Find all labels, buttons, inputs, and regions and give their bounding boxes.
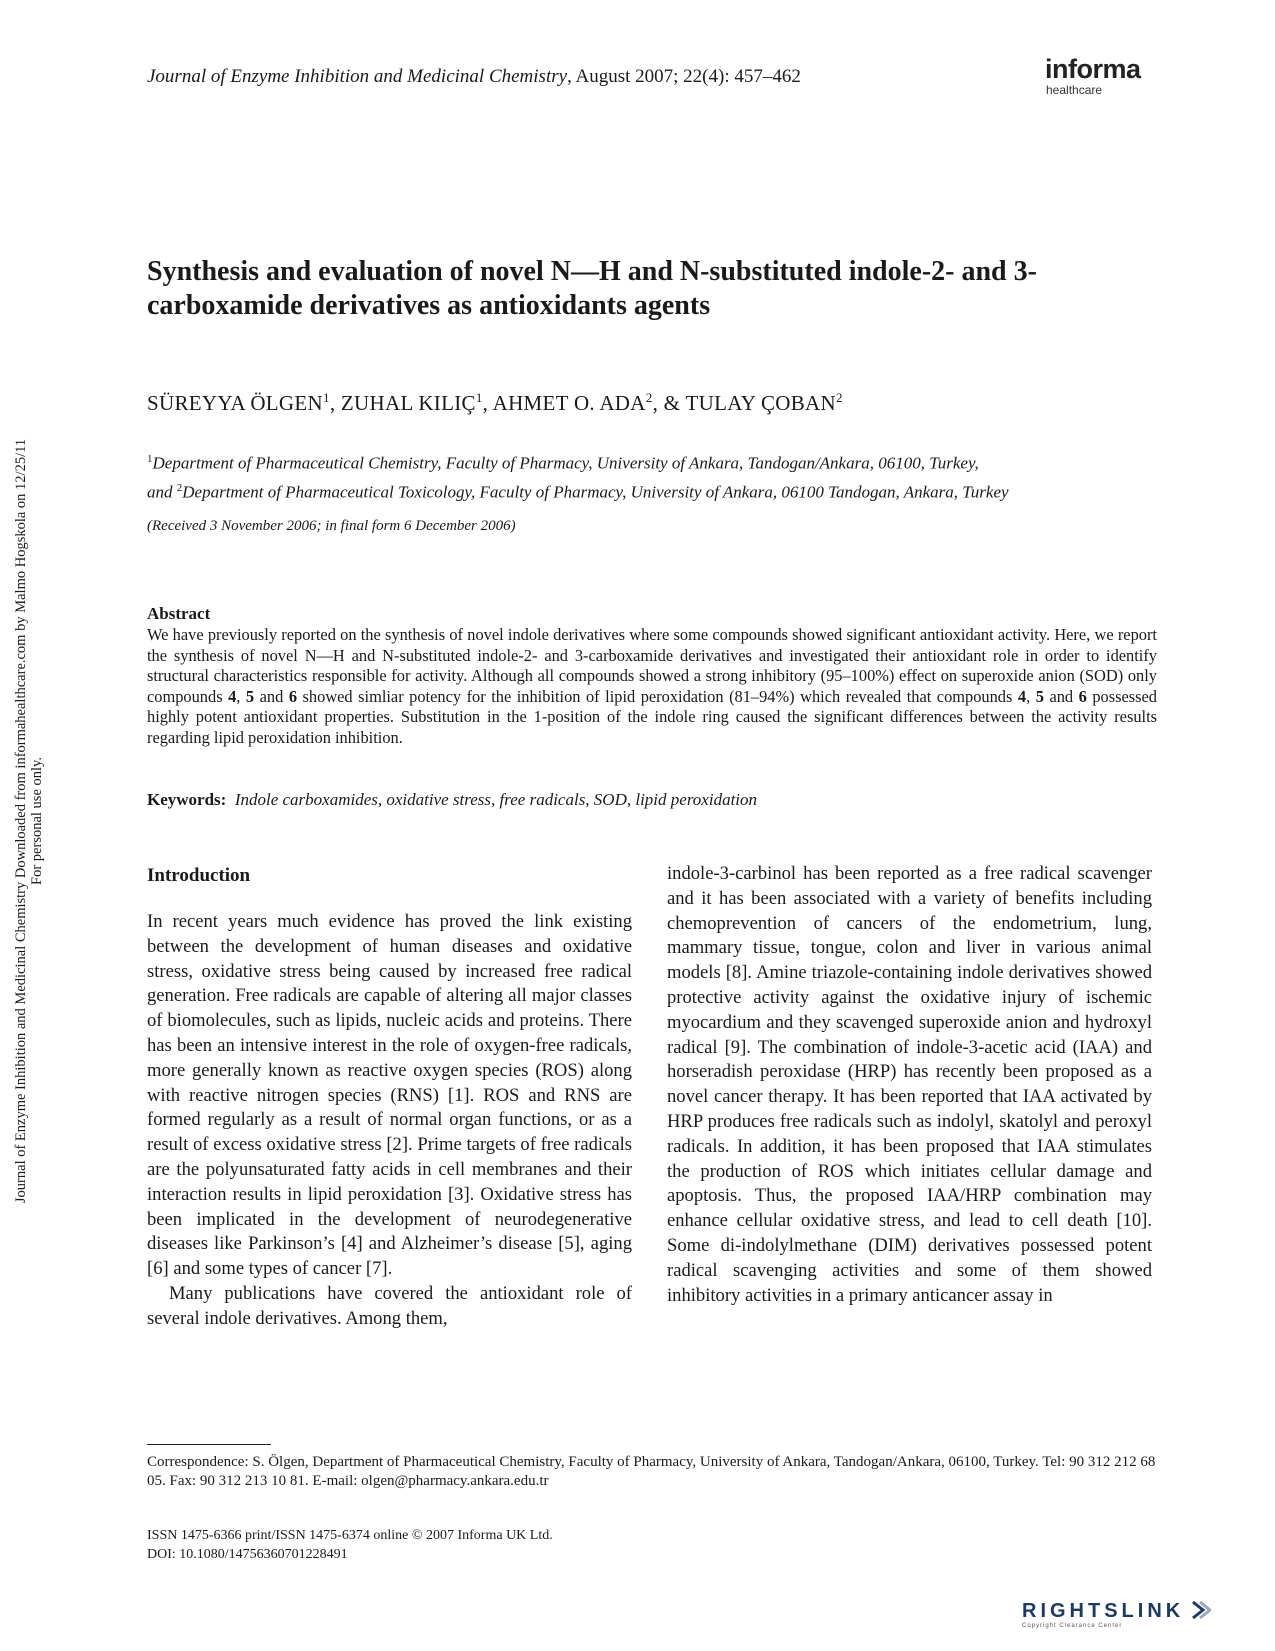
affiliation-mark: 2 [176, 481, 183, 494]
author-affiliation-mark: 1 [475, 390, 483, 405]
article-title: Synthesis and evaluation of novel N—H and N-substituted indole-2- and 3-carboxamide derivatives as antioxidants agents [147, 256, 1037, 321]
publication-info [147, 1526, 553, 1564]
left-column [147, 910, 632, 1332]
author-affiliation-mark: 1 [323, 390, 330, 405]
logo-text: informa [1045, 54, 1141, 84]
rightslink-text: RIGHTSLINK [1022, 1600, 1185, 1622]
side-note-line2: For personal use only. [29, 757, 45, 885]
rightslink-subtext: Copyright Clearance Center [1022, 1623, 1123, 1629]
affiliations [147, 447, 1157, 504]
correspondence-note: Correspondence: S. Ölgen, Department of Pharmaceutical Chemistry, Faculty of Pharmacy, University of Ankara, Tandogan/Ankara, 06100, Turkey. Tel: 90 312 212 68 05. Fax: 90 312 213 10 81. E-mail: olgen@pharmacy.ankara.edu.tr [147, 1454, 1156, 1489]
author-name: ZUHAL KILIÇ [340, 391, 476, 415]
keywords-text: Indole carboxamides, oxidative stress, free radicals, SOD, lipid peroxidation [234, 790, 758, 809]
compound-ref: 4 [228, 686, 237, 706]
author-affiliation-mark: 2 [835, 390, 843, 405]
introduction-heading: Introduction [147, 865, 251, 886]
informa-logo [1045, 55, 1141, 97]
abstract-text: showed simliar potency for the inhibition of lipid peroxidation (81–94%) which revealed that compounds [297, 686, 1018, 706]
right-column [667, 862, 1152, 1308]
author-list: SÜREYYA ÖLGEN$^1$, ZUHAL KILIÇ$^1$, AHMET O. ADA$^2$, & TULAY ÇOBAN$^2$ [147, 390, 843, 415]
keywords-label: Keywords: [147, 790, 227, 809]
author-name: AHMET O. ADA [492, 391, 646, 415]
abstract-text: , [1026, 686, 1036, 706]
compound-ref: 4 [1017, 686, 1027, 706]
author-affiliation-mark: 2 [645, 390, 653, 405]
compound-ref: 6 [288, 686, 298, 706]
compound-ref: 5 [1035, 686, 1044, 706]
rightslink-logo [1022, 1600, 1211, 1629]
affiliation-1: Department of Pharmaceutical Chemistry, Faculty of Pharmacy, University of Ankara, Tandogan/Ankara, 06100, Turkey, [152, 453, 979, 473]
abstract-body [147, 625, 1157, 748]
author-name: & TULAY ÇOBAN [663, 391, 836, 415]
journal-name: Journal of Enzyme Inhibition and Medicinal Chemistry [147, 66, 568, 87]
doi-line: DOI: 10.1080/14756360701228491 [147, 1547, 348, 1562]
abstract-text: , [236, 686, 246, 706]
abstract-text: and [1043, 686, 1079, 706]
rightslink-chevron-icon [1189, 1600, 1211, 1620]
compound-ref: 5 [245, 686, 255, 706]
abstract-text: and [254, 686, 289, 706]
paragraph: indole-3-carbinol has been reported as a free radical scavenger and it has been associated with a variety of benefits including chemoprevention of cancers of the endometrium, lung, mammary tissue, tongue, colon and liver in various animal models [8]. Amine triazole-containing indole derivatives showed protective activity against the oxidative injury of ischemic myocardium and they scavenged superoxide anion and hydroxyl radical [9]. The combination of indole-3-acetic acid (IAA) and horseradish peroxidase (HRP) has recently been proposed as a novel cancer therapy. It has been reported that IAA activated by HRP produces free radicals such as indolyl, skatolyl and peroxyl radicals. In addition, it has been proposed that IAA stimulates the production of ROS which initiates cellular damage and apoptosis. Thus, the proposed IAA/HRP combination may enhance cellular oxidative stress, and lead to cell death [10]. Some di-indolylmethane (DIM) derivatives possessed potent radical scavenging activities and some of them showed inhibitory activities in a primary anticancer assay in [667, 863, 1152, 1306]
author-name: SÜREYYA ÖLGEN [147, 391, 323, 415]
journal-citation [147, 66, 801, 88]
journal-issue: , August 2007; 22(4): 457–462 [567, 66, 801, 87]
side-note-line1: Journal of Enzyme Inhibition and Medicinal Chemistry Downloaded from informahealthcare.com by Malmo Hogskola on 12/25/11 [13, 438, 29, 1204]
affiliation-2: Department of Pharmaceutical Toxicology, Faculty of Pharmacy, University of Ankara, 06100 Tandogan, Ankara, Turkey [182, 482, 1009, 502]
received-dates: (Received 3 November 2006; in final form 6 December 2006) [147, 518, 516, 534]
footnote-rule [147, 1444, 271, 1445]
compound-ref: 6 [1078, 686, 1087, 706]
download-side-note [13, 381, 45, 1261]
affiliation-conjunction: and [147, 482, 177, 502]
abstract-text: possessed highly potent antioxidant properties. Substitution in the 1-position of the indole ring caused the significant differences between the activity results regarding lipid peroxidation inhibition. [147, 686, 1158, 747]
paragraph: Many publications have covered the antioxidant role of several indole derivatives. Among them, [147, 1282, 632, 1329]
issn-line: ISSN 1475-6366 print/ISSN 1475-6374 online © 2007 Informa UK Ltd. [147, 1528, 553, 1543]
affiliation-mark: 1 [147, 453, 153, 465]
abstract-heading: Abstract [147, 604, 211, 623]
keywords [147, 790, 1157, 810]
paragraph: In recent years much evidence has proved the link existing between the development of human diseases and oxidative stress, oxidative stress being caused by increased free radical generation. Free radicals are capable of altering all major classes of biomolecules, such as lipids, nucleic acids and proteins. There has been an intensive interest in the role of oxygen-free radicals, more generally known as reactive oxygen species (ROS) along with reactive nitrogen species (RNS) [1]. ROS and RNS are formed regularly as a result of normal organ functions, or as a result of excess oxidative stress [2]. Prime targets of free radicals are the polyunsaturated fatty acids in cell membranes and their interaction results in lipid peroxidation [3]. Oxidative stress has been implicated in the development of neurodegenerative diseases like Parkinson’s [4] and Alzheimer’s disease [5], aging [6] and some types of cancer [7]. [147, 911, 632, 1280]
logo-subtext: healthcare [1046, 83, 1103, 97]
abstract-text: We have previously reported on the synthesis of novel indole derivatives where some compounds showed significant antioxidant activity. Here, we report the synthesis of novel N—H and N-substituted indole-2- and 3-carboxamide derivatives and investigated their antioxidant role in order to identify structural characteristics responsible for activity. Although all compounds showed a strong inhibitory (95–100%) effect on superoxide anion (SOD) only compounds [147, 625, 1157, 706]
